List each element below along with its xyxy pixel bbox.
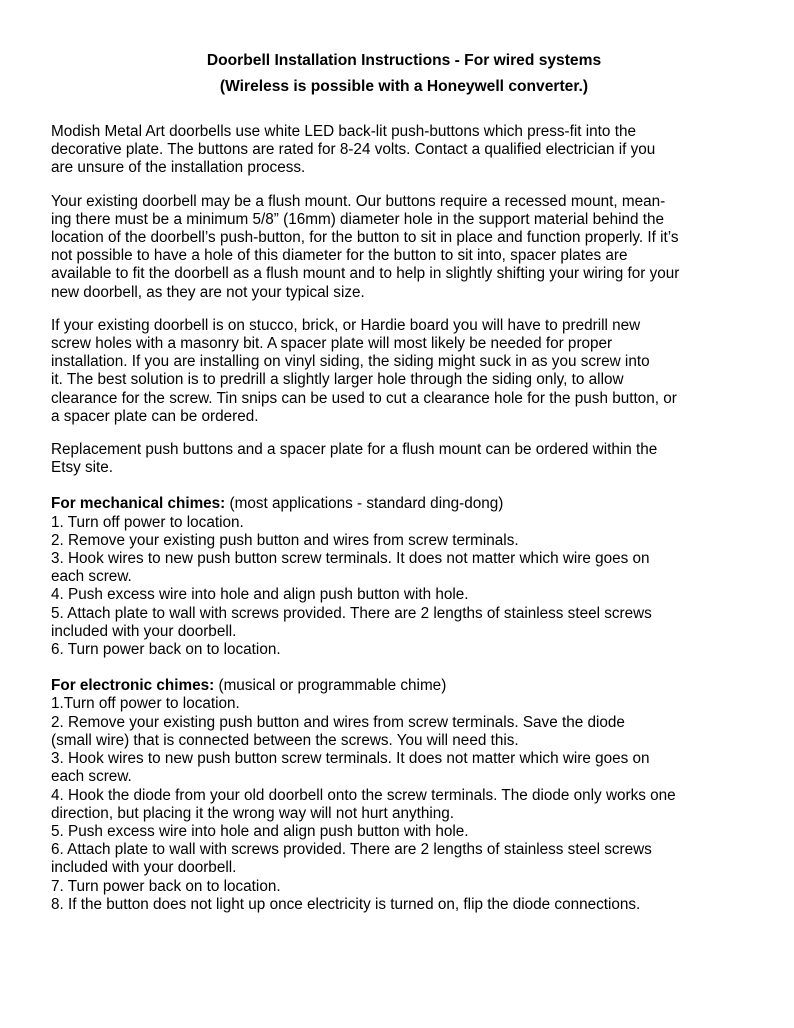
text-line: screw holes with a masonry bit. A spacer plate will most likely be needed for proper bbox=[51, 335, 613, 353]
text-line: Etsy site. bbox=[51, 459, 114, 477]
step-line: each screw. bbox=[51, 768, 132, 786]
text-line: Your existing doorbell may be a flush mount. Our buttons require a recessed mount, mean- bbox=[51, 192, 666, 210]
text-line: clearance for the screw. Tin snips can be used to cut a clearance hole for the push button, or bbox=[51, 389, 677, 407]
step-line: 7. Turn power back on to location. bbox=[51, 877, 281, 895]
document-page bbox=[51, 48, 751, 914]
intro-paragraph bbox=[51, 123, 751, 178]
document-title: Doorbell Installation Instructions - For wired systems bbox=[206, 52, 602, 69]
text-line: Modish Metal Art doorbells use white LED back-lit push-buttons which press-fit into the bbox=[51, 123, 636, 140]
text-line: it. The best solution is to predrill a slightly larger hole through the siding only, to allow bbox=[51, 371, 624, 389]
text-line: new doorbell, as they are not your typical size. bbox=[51, 283, 365, 301]
text-line: Replacement push buttons and a spacer plate for a flush mount can be ordered within the bbox=[51, 441, 658, 459]
step-line: (small wire) that is connected between the screws. You will need this. bbox=[51, 731, 519, 749]
flush-mount-paragraph bbox=[51, 193, 751, 302]
step-line: each screw. bbox=[51, 568, 132, 586]
section-heading-note: (most applications - standard ding-dong) bbox=[225, 495, 504, 513]
step-line: 4. Hook the diode from your old doorbell onto the screw terminals. The diode only works one bbox=[51, 786, 676, 804]
step-line: 6. Turn power back on to location. bbox=[51, 641, 281, 659]
mechanical-chimes-heading bbox=[51, 495, 751, 513]
text-line: location of the doorbell’s push-button, for the button to sit in place and function properly. If it’s bbox=[51, 229, 679, 247]
mechanical-chimes-section bbox=[51, 495, 751, 659]
step-line: 2. Remove your existing push button and wires from screw terminals. Save the diode bbox=[51, 713, 625, 731]
electronic-chimes-section bbox=[51, 677, 751, 914]
text-line: available to fit the doorbell as a flush mount and to help in slightly shifting your wiring for your bbox=[51, 265, 680, 283]
replacement-paragraph bbox=[51, 441, 751, 477]
stucco-paragraph bbox=[51, 317, 751, 426]
text-line: installation. If you are installing on vinyl siding, the siding might suck in as you screw into bbox=[51, 353, 650, 371]
step-line: 6. Attach plate to wall with screws provided. There are 2 lengths of stainless steel screws bbox=[51, 841, 652, 859]
text-line: ing there must be a minimum 5/8” (16mm) diameter hole in the support material behind the bbox=[51, 210, 665, 228]
text-line: a spacer plate can be ordered. bbox=[51, 407, 259, 425]
text-line: If your existing doorbell is on stucco, brick, or Hardie board you will have to predrill new bbox=[51, 316, 641, 334]
section-heading-bold: For electronic chimes: bbox=[51, 677, 215, 695]
step-line: 5. Push excess wire into hole and align push button with hole. bbox=[51, 822, 469, 840]
step-line: 4. Push excess wire into hole and align push button with hole. bbox=[51, 586, 469, 604]
step-line: direction, but placing it the wrong way will not hurt anything. bbox=[51, 804, 455, 822]
section-heading-note: (musical or programmable chime) bbox=[214, 677, 447, 695]
step-line: 3. Hook wires to new push button screw terminals. It does not matter which wire goes on bbox=[51, 550, 650, 568]
document-subtitle: (Wireless is possible with a Honeywell converter.) bbox=[219, 78, 589, 95]
step-line: 1.Turn off power to location. bbox=[51, 695, 240, 713]
step-line: included with your doorbell. bbox=[51, 859, 237, 877]
step-line: 8. If the button does not light up once electricity is turned on, flip the diode connections. bbox=[51, 895, 641, 913]
step-line: 1. Turn off power to location. bbox=[51, 513, 244, 531]
step-line: included with your doorbell. bbox=[51, 622, 237, 640]
text-line: decorative plate. The buttons are rated for 8-24 volts. Contact a qualified electrician if you bbox=[51, 141, 656, 159]
step-line: 3. Hook wires to new push button screw terminals. It does not matter which wire goes on bbox=[51, 750, 650, 768]
step-line: 2. Remove your existing push button and wires from screw terminals. bbox=[51, 531, 519, 549]
electronic-chimes-heading bbox=[51, 677, 751, 695]
text-line: not possible to have a hole of this diameter for the button to sit into, spacer plates are bbox=[51, 247, 628, 265]
text-line: are unsure of the installation process. bbox=[51, 159, 306, 177]
step-line: 5. Attach plate to wall with screws provided. There are 2 lengths of stainless steel screws bbox=[51, 604, 652, 622]
section-heading-bold: For mechanical chimes: bbox=[51, 495, 226, 513]
